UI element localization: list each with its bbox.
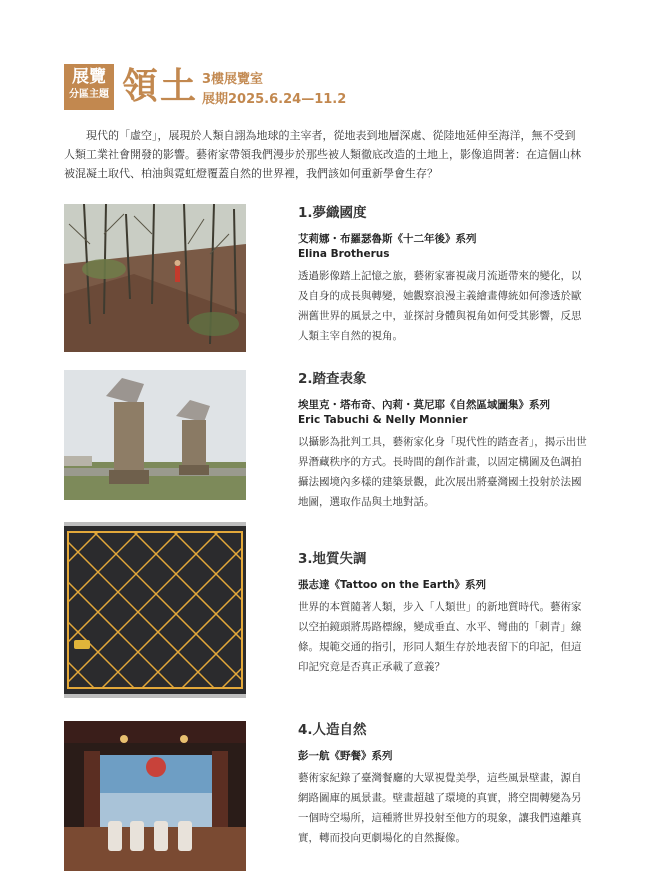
towers-photo (64, 370, 246, 500)
entry-description: 以攝影為批判工具，藝術家化身「現代性的踏查者」，揭示出世界潛藏秩序的方式。長時間的創作計畫，以固定構圖及色調拍攝法國境內多樣的建築景觀，此次展出將臺灣國土投射於法國地圖，選取作品與土地對話。 (298, 436, 587, 508)
entry-description: 藝術家紀錄了臺灣餐廳的大眾視覺美學，這些風景壁畫，源自網路圖庫的風景畫。壁畫超越了環境的真實，將空間轉變為另一個時空場所，這種將世界投射至他方的現象，讓我們遠離真實，轉而投向更劇場化的自然擬像。 (298, 772, 582, 844)
entry-3-text (298, 550, 588, 677)
exhibition-room: 3樓展覽室 (202, 72, 264, 87)
entry-artist: 埃里克・塔布奇、內莉・莫尼耶《自然區域圖集》系列 (298, 399, 550, 411)
exhibition-period: 展期2025.6.24—11.2 (202, 92, 347, 107)
badge-title: 展覽 (72, 67, 106, 87)
entry-1-text (298, 204, 588, 346)
entry-artist-en: Eric Tabuchi & Nelly Monnier (298, 414, 468, 426)
entry-2-text (298, 370, 588, 512)
badge-subtitle: 分區主題 (69, 89, 109, 100)
page-title: 領土 (122, 66, 199, 107)
entry-description: 透過影像踏上記憶之旅，藝術家審視歲月流逝帶來的變化，以及自身的成長與轉變，她觀察浪漫主義繪畫傳統如何滲透於歐洲舊世界的風景之中，並探討身體與視角如何受其影響，反思人類主宰自然的視角。 (298, 270, 582, 342)
entry-heading: 2.踏查表象 (298, 371, 367, 387)
entry-artist-en: Elina Brotherus (298, 248, 390, 260)
entry-description: 世界的本質隨著人類，步入「人類世」的新地質時代。藝術家以空拍鏡頭將馬路標線，變成垂直、水平、彎曲的「刺青」線條。規範交通的指引，形同人類生存於地表留下的印記，但這印記究竟是否真正承載了意義？ (298, 601, 582, 673)
road-aerial-photo (64, 522, 246, 698)
intro-paragraph: 現代的「虛空」，展現於人類自詡為地球的主宰者，從地表到地層深處、從陸地延伸至海洋，無不受到人類工業社會開發的影響。藝術家帶領我們漫步於那些被人類徹底改造的土地上，影像追問著：在這個山林被混凝土取代、柏油與霓虹燈覆蓋自然的世界裡，我們該如何重新學會生存？ (64, 129, 581, 180)
entry-heading: 1.夢織國度 (298, 205, 367, 221)
entry-artist: 彭一航《野餐》系列 (298, 750, 393, 762)
restaurant-photo (64, 721, 246, 871)
entry-artist: 艾莉娜・布羅瑟魯斯《十二年後》系列 (298, 233, 477, 245)
theme-badge (64, 64, 114, 110)
entry-heading: 3.地質失調 (298, 551, 367, 567)
forest-photo (64, 204, 246, 352)
entry-artist: 張志達《Tattoo on the Earth》系列 (298, 579, 487, 591)
entry-heading: 4.人造自然 (298, 722, 367, 738)
entry-4-text (298, 721, 588, 848)
